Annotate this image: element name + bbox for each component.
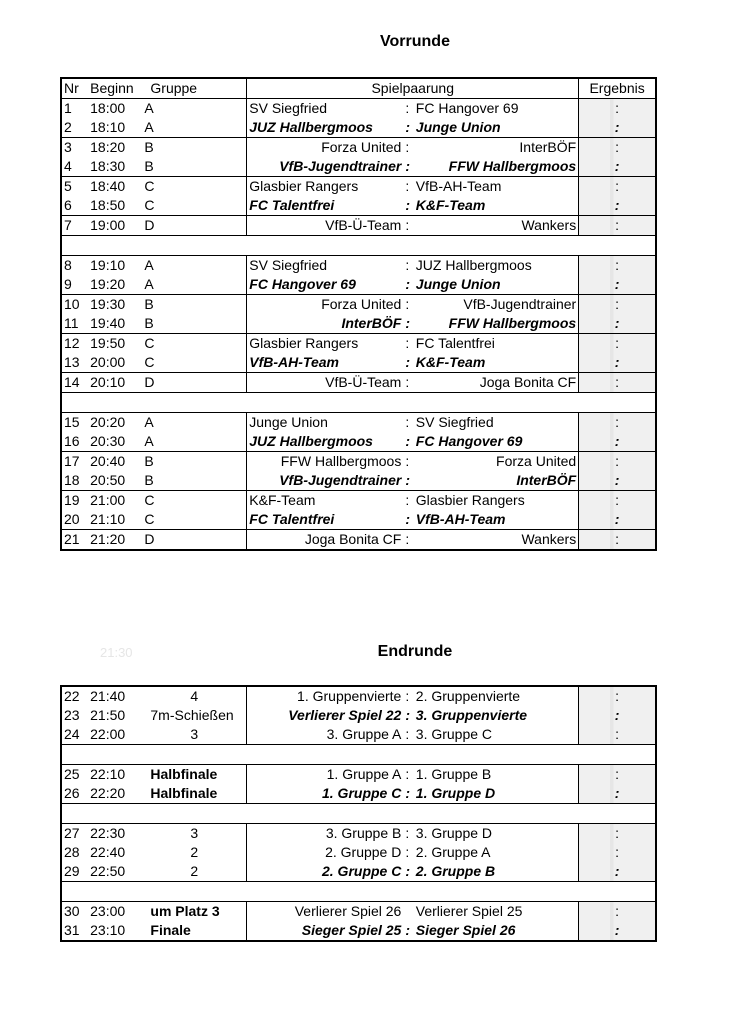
result-field[interactable]: : bbox=[579, 256, 656, 276]
score-separator: : bbox=[403, 530, 413, 551]
match-nr: 2 bbox=[64, 119, 72, 135]
away-team: VfB-AH-Team bbox=[414, 177, 579, 197]
away-team: FC Hangover 69 bbox=[414, 432, 579, 452]
match-time: 22:00 bbox=[90, 726, 126, 742]
match-time: 18:30 bbox=[90, 158, 126, 174]
result-field[interactable]: : bbox=[579, 353, 656, 373]
result-field[interactable]: : bbox=[579, 157, 656, 177]
match-nr: 27 bbox=[64, 825, 80, 841]
result-field[interactable]: : bbox=[579, 725, 656, 745]
match-group: D bbox=[142, 373, 246, 393]
home-team: 1. Gruppenvierte bbox=[247, 686, 404, 706]
match-nr: 4 bbox=[64, 158, 72, 174]
away-team: K&F-Team bbox=[414, 353, 579, 373]
match-group: B bbox=[144, 315, 154, 331]
match-time: 18:00 bbox=[88, 99, 142, 119]
match-nr: 6 bbox=[64, 197, 72, 213]
match-group: B bbox=[142, 138, 246, 158]
ghost-time: 21:30 bbox=[100, 645, 133, 660]
match-row bbox=[61, 157, 656, 177]
home-team: Glasbier Rangers bbox=[247, 334, 404, 354]
away-team: 1. Gruppe B bbox=[414, 765, 579, 785]
match-group: Finale bbox=[150, 922, 191, 938]
result-field[interactable]: : bbox=[579, 862, 656, 882]
away-team: 2. Gruppe B bbox=[414, 862, 579, 882]
away-team: VfB-Jugendtrainer bbox=[414, 295, 579, 315]
match-group: A bbox=[144, 276, 154, 292]
match-row bbox=[61, 784, 656, 804]
round-separator bbox=[61, 804, 656, 824]
result-field[interactable]: : bbox=[579, 138, 656, 158]
match-time: 19:30 bbox=[88, 295, 142, 315]
match-nr: 8 bbox=[64, 257, 72, 273]
round-separator bbox=[61, 882, 656, 902]
away-team: 3. Gruppe C bbox=[414, 725, 579, 745]
away-team: Glasbier Rangers bbox=[414, 491, 579, 511]
match-row bbox=[61, 510, 656, 530]
home-team: VfB-Ü-Team bbox=[247, 373, 404, 393]
match-group: D bbox=[142, 530, 246, 551]
home-team: FFW Hallbergmoos bbox=[247, 452, 404, 472]
match-row bbox=[61, 275, 656, 295]
home-team: 3. Gruppe A bbox=[247, 725, 404, 745]
match-time: 22:40 bbox=[90, 844, 126, 860]
result-field[interactable]: : bbox=[579, 530, 656, 551]
score-separator: : bbox=[403, 99, 413, 119]
match-group: A bbox=[144, 119, 154, 135]
match-time: 18:10 bbox=[90, 119, 126, 135]
score-separator: : bbox=[405, 825, 410, 841]
match-nr: 31 bbox=[64, 922, 80, 938]
match-time: 21:40 bbox=[90, 688, 126, 704]
match-row bbox=[61, 471, 656, 491]
match-nr: 28 bbox=[64, 844, 80, 860]
home-team: 2. Gruppe D bbox=[247, 843, 404, 862]
match-nr: 12 bbox=[61, 334, 88, 354]
away-team: Verlierer Spiel 25 bbox=[414, 902, 579, 922]
away-team: FFW Hallbergmoos bbox=[414, 157, 579, 177]
match-nr: 5 bbox=[61, 177, 88, 197]
header-gruppe: Gruppe bbox=[142, 78, 246, 99]
away-team: Joga Bonita CF bbox=[414, 373, 579, 393]
header-beginn: Beginn bbox=[88, 78, 142, 99]
match-time: 19:40 bbox=[90, 315, 126, 331]
match-row bbox=[61, 824, 656, 844]
result-field[interactable]: : bbox=[579, 824, 656, 844]
result-field[interactable]: : bbox=[579, 784, 656, 804]
home-team: Junge Union bbox=[247, 413, 404, 433]
endrunde-title: Endrunde bbox=[377, 643, 453, 660]
home-team: 1. Gruppe A bbox=[247, 765, 404, 785]
result-field[interactable]: : bbox=[579, 432, 656, 452]
match-time: 23:10 bbox=[90, 922, 126, 938]
vorrunde-table bbox=[60, 77, 657, 551]
match-nr: 26 bbox=[64, 785, 80, 801]
match-group: C bbox=[142, 491, 246, 511]
match-group: C bbox=[144, 354, 155, 370]
away-team: FFW Hallbergmoos bbox=[414, 314, 579, 334]
match-time: 20:40 bbox=[88, 452, 142, 472]
match-group: A bbox=[144, 433, 154, 449]
match-row bbox=[61, 99, 656, 119]
score-separator: : bbox=[405, 433, 411, 449]
away-team: VfB-AH-Team bbox=[414, 510, 579, 530]
match-time: 20:10 bbox=[88, 373, 142, 393]
match-time: 20:50 bbox=[90, 472, 126, 488]
away-team: Forza United bbox=[414, 452, 579, 472]
match-time: 19:50 bbox=[88, 334, 142, 354]
endrunde-table bbox=[60, 685, 657, 942]
match-group: B bbox=[142, 295, 246, 315]
match-time: 21:00 bbox=[88, 491, 142, 511]
header-spielpaarung: Spielpaarung bbox=[247, 78, 579, 99]
match-group: C bbox=[144, 197, 155, 213]
score-separator: : bbox=[405, 119, 411, 135]
match-group: 3 bbox=[190, 825, 199, 841]
match-group: B bbox=[142, 452, 246, 472]
home-team: JUZ Hallbergmoos bbox=[247, 118, 404, 138]
away-team: Sieger Spiel 26 bbox=[414, 921, 579, 941]
match-row bbox=[61, 432, 656, 452]
result-field[interactable]: : bbox=[579, 177, 656, 197]
score-separator: : bbox=[405, 414, 410, 430]
result-field[interactable]: : bbox=[579, 373, 656, 393]
away-team: InterBÖF bbox=[414, 471, 579, 491]
result-field[interactable]: : bbox=[579, 275, 656, 295]
home-team: FC Talentfrei bbox=[247, 196, 404, 216]
match-row bbox=[61, 256, 656, 276]
match-row bbox=[61, 118, 656, 138]
match-row bbox=[61, 725, 656, 745]
home-team: VfB-AH-Team bbox=[247, 353, 404, 373]
away-team: FC Hangover 69 bbox=[414, 99, 579, 119]
score-separator: : bbox=[405, 158, 411, 174]
result-field[interactable]: : bbox=[579, 452, 656, 472]
score-separator: : bbox=[405, 472, 411, 488]
match-nr: 3 bbox=[61, 138, 88, 158]
score-separator: : bbox=[403, 373, 413, 393]
score-separator: : bbox=[403, 177, 413, 197]
away-team: 3. Gruppe D bbox=[414, 824, 579, 844]
match-group: 7m-Schießen bbox=[150, 707, 234, 723]
match-group: C bbox=[144, 511, 155, 527]
match-row bbox=[61, 902, 656, 922]
away-team: Junge Union bbox=[414, 275, 579, 295]
match-group: C bbox=[142, 177, 246, 197]
result-field[interactable]: : bbox=[579, 686, 656, 706]
result-field[interactable]: : bbox=[579, 314, 656, 334]
match-row bbox=[61, 138, 656, 158]
result-field[interactable]: : bbox=[579, 334, 656, 354]
match-time: 20:20 bbox=[90, 414, 126, 430]
score-separator: : bbox=[405, 707, 411, 723]
match-group: A bbox=[144, 257, 154, 273]
home-team: Verlierer Spiel 22 bbox=[247, 706, 404, 725]
home-team: Sieger Spiel 25 bbox=[247, 921, 404, 941]
score-separator: : bbox=[405, 276, 411, 292]
score-separator: : bbox=[403, 295, 413, 315]
away-team: 2. Gruppenvierte bbox=[414, 686, 579, 706]
score-separator: : bbox=[403, 138, 413, 158]
match-row bbox=[61, 843, 656, 862]
match-nr: 11 bbox=[64, 315, 79, 331]
match-nr: 16 bbox=[64, 433, 80, 449]
match-nr: 29 bbox=[64, 863, 80, 879]
home-team: VfB-Jugendtrainer bbox=[247, 471, 404, 491]
home-team: VfB-Ü-Team bbox=[247, 216, 404, 236]
match-row bbox=[61, 314, 656, 334]
match-row bbox=[61, 686, 656, 706]
home-team: 3. Gruppe B bbox=[247, 824, 404, 844]
match-row bbox=[61, 765, 656, 785]
away-team: JUZ Hallbergmoos bbox=[414, 256, 579, 276]
score-separator: : bbox=[405, 844, 410, 860]
separator-cell bbox=[61, 745, 656, 765]
separator-cell bbox=[61, 393, 656, 413]
match-nr: 9 bbox=[64, 276, 72, 292]
match-row bbox=[61, 530, 656, 551]
away-team: InterBÖF bbox=[414, 138, 579, 158]
result-field[interactable]: : bbox=[579, 99, 656, 119]
header-ergebnis: Ergebnis bbox=[579, 78, 656, 99]
match-row bbox=[61, 334, 656, 354]
match-nr: 18 bbox=[64, 472, 80, 488]
match-row bbox=[61, 373, 656, 393]
score-separator: : bbox=[405, 785, 411, 801]
match-time: 22:20 bbox=[90, 785, 126, 801]
match-time: 21:20 bbox=[88, 530, 142, 551]
score-separator: : bbox=[403, 491, 413, 511]
match-group: um Platz 3 bbox=[150, 903, 220, 919]
round-separator bbox=[61, 236, 656, 256]
score-separator: : bbox=[405, 922, 411, 938]
match-time: 22:10 bbox=[90, 766, 126, 782]
match-group: B bbox=[144, 158, 154, 174]
away-team: 3. Gruppenvierte bbox=[414, 706, 579, 725]
result-field[interactable]: : bbox=[579, 196, 656, 216]
match-time: 21:10 bbox=[90, 511, 126, 527]
header-row bbox=[61, 78, 656, 99]
home-team: InterBÖF bbox=[247, 314, 404, 334]
score-separator: : bbox=[403, 334, 413, 354]
away-team: 1. Gruppe D bbox=[414, 784, 579, 804]
score-separator: : bbox=[405, 257, 410, 273]
match-time: 21:50 bbox=[90, 707, 126, 723]
score-separator: : bbox=[405, 511, 411, 527]
match-time: 19:00 bbox=[88, 216, 142, 236]
match-time: 19:20 bbox=[90, 276, 126, 292]
away-team: Junge Union bbox=[414, 118, 579, 138]
score-separator: : bbox=[405, 726, 410, 742]
match-nr: 7 bbox=[61, 216, 88, 236]
match-group: 4 bbox=[190, 688, 199, 704]
result-field[interactable]: : bbox=[579, 765, 656, 785]
match-row bbox=[61, 921, 656, 941]
match-group: B bbox=[144, 472, 154, 488]
match-group: 2 bbox=[190, 844, 199, 860]
score-separator: : bbox=[405, 688, 410, 704]
score-separator: : bbox=[405, 315, 411, 331]
match-nr: 25 bbox=[64, 766, 80, 782]
match-time: 19:10 bbox=[90, 257, 126, 273]
match-time: 18:40 bbox=[88, 177, 142, 197]
match-nr: 13 bbox=[64, 354, 80, 370]
match-nr: 15 bbox=[64, 414, 80, 430]
score-separator: : bbox=[403, 216, 413, 236]
separator-cell bbox=[61, 236, 656, 256]
match-nr: 30 bbox=[64, 903, 80, 919]
match-nr: 20 bbox=[64, 511, 80, 527]
match-group: A bbox=[144, 414, 154, 430]
result-field[interactable]: : bbox=[579, 491, 656, 511]
result-field[interactable]: : bbox=[579, 118, 656, 138]
match-row bbox=[61, 491, 656, 511]
match-row bbox=[61, 353, 656, 373]
result-field[interactable]: : bbox=[579, 706, 656, 725]
round-separator bbox=[61, 745, 656, 765]
score-separator: : bbox=[405, 354, 411, 370]
result-field[interactable]: : bbox=[579, 843, 656, 862]
score-separator: : bbox=[405, 863, 411, 879]
home-team: Forza United bbox=[247, 295, 404, 315]
home-team: FC Hangover 69 bbox=[247, 275, 404, 295]
match-row bbox=[61, 177, 656, 197]
match-time: 20:00 bbox=[90, 354, 126, 370]
home-team: Joga Bonita CF bbox=[247, 530, 404, 551]
match-group: C bbox=[142, 334, 246, 354]
separator-cell bbox=[61, 882, 656, 902]
home-team: VfB-Jugendtrainer bbox=[247, 157, 404, 177]
home-team: JUZ Hallbergmoos bbox=[247, 432, 404, 452]
match-nr: 22 bbox=[64, 688, 80, 704]
home-team: SV Siegfried bbox=[247, 256, 404, 276]
result-field[interactable]: : bbox=[579, 510, 656, 530]
match-group: D bbox=[142, 216, 246, 236]
match-row bbox=[61, 452, 656, 472]
match-time: 20:30 bbox=[90, 433, 126, 449]
match-time: 18:50 bbox=[90, 197, 126, 213]
result-field[interactable]: : bbox=[579, 413, 656, 433]
home-team: 1. Gruppe C bbox=[247, 784, 404, 804]
match-nr: 19 bbox=[61, 491, 88, 511]
result-field[interactable]: : bbox=[579, 216, 656, 236]
away-team: Wankers bbox=[414, 216, 579, 236]
match-row bbox=[61, 413, 656, 433]
match-nr: 24 bbox=[64, 726, 80, 742]
result-field[interactable]: : bbox=[579, 471, 656, 491]
match-nr: 14 bbox=[61, 373, 88, 393]
match-group: Halbfinale bbox=[150, 785, 218, 801]
away-team: SV Siegfried bbox=[414, 413, 579, 433]
match-time: 23:00 bbox=[90, 903, 126, 919]
match-nr: 23 bbox=[64, 707, 80, 723]
score-separator: : bbox=[405, 197, 411, 213]
score-separator bbox=[403, 902, 413, 922]
score-separator: : bbox=[405, 766, 410, 782]
home-team: FC Talentfrei bbox=[247, 510, 404, 530]
match-time: 22:50 bbox=[90, 863, 126, 879]
match-group: A bbox=[142, 99, 246, 119]
score-separator: : bbox=[403, 452, 413, 472]
match-row bbox=[61, 862, 656, 882]
match-row bbox=[61, 216, 656, 236]
away-team: 2. Gruppe A bbox=[414, 843, 579, 862]
home-team: SV Siegfried bbox=[247, 99, 404, 119]
home-team: Verlierer Spiel 26 bbox=[247, 902, 404, 922]
away-team: Wankers bbox=[414, 530, 579, 551]
match-time: 22:30 bbox=[90, 825, 126, 841]
match-nr: 10 bbox=[61, 295, 88, 315]
separator-cell bbox=[61, 804, 656, 824]
match-nr: 1 bbox=[61, 99, 88, 119]
round-separator bbox=[61, 393, 656, 413]
away-team: FC Talentfrei bbox=[414, 334, 579, 354]
home-team: K&F-Team bbox=[247, 491, 404, 511]
result-field[interactable]: : bbox=[579, 921, 656, 941]
match-nr: 21 bbox=[61, 530, 88, 551]
result-field[interactable]: : bbox=[579, 295, 656, 315]
match-time: 18:20 bbox=[88, 138, 142, 158]
match-nr: 17 bbox=[61, 452, 88, 472]
header-nr: Nr bbox=[61, 78, 88, 99]
match-row bbox=[61, 706, 656, 725]
match-group: 3 bbox=[190, 726, 199, 742]
home-team: Glasbier Rangers bbox=[247, 177, 404, 197]
result-field[interactable]: : bbox=[579, 902, 656, 922]
match-row bbox=[61, 196, 656, 216]
match-group: Halbfinale bbox=[150, 766, 218, 782]
match-group: 2 bbox=[190, 863, 199, 879]
vorrunde-title: Vorrunde bbox=[380, 33, 450, 50]
home-team: Forza United bbox=[247, 138, 404, 158]
away-team: K&F-Team bbox=[414, 196, 579, 216]
match-row bbox=[61, 295, 656, 315]
home-team: 2. Gruppe C bbox=[247, 862, 404, 882]
